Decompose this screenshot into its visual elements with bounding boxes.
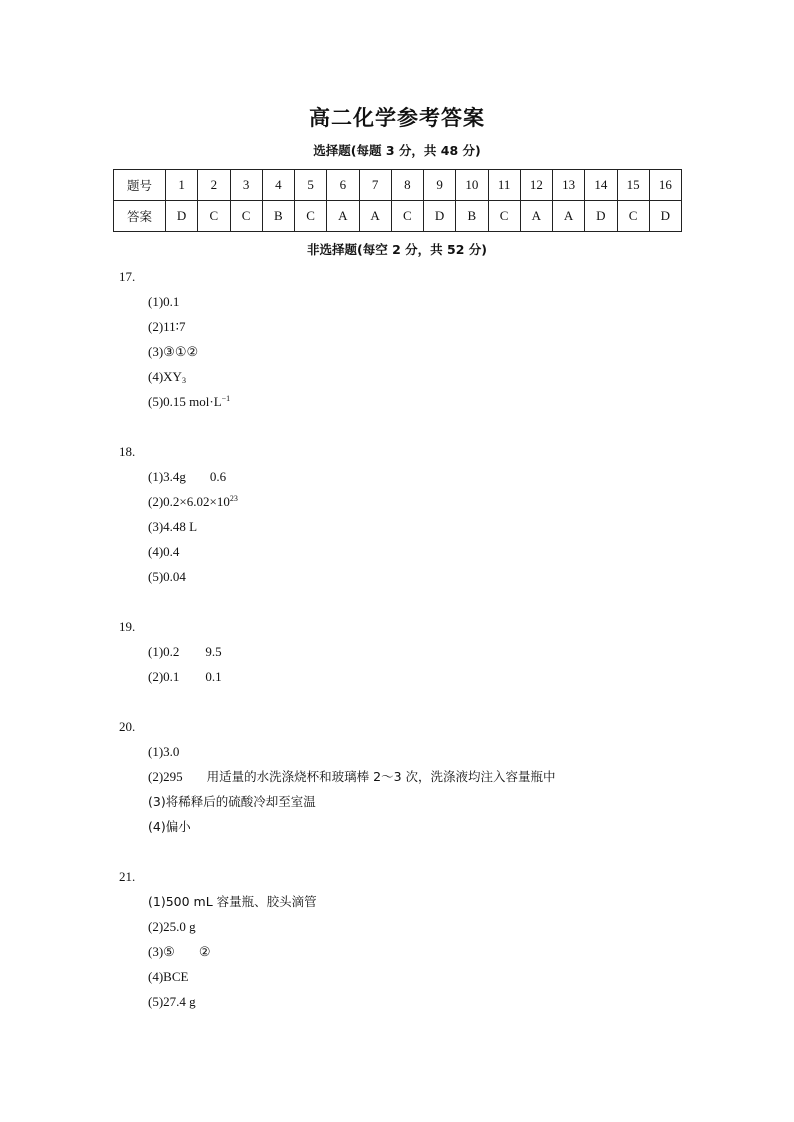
answer-text: (2)295: [148, 769, 183, 784]
question-21: [119, 864, 317, 1014]
answer-line: (2)11∶7: [148, 319, 186, 334]
free-response-section-title: 非选择题(每空 2 分，共 52 分): [307, 242, 487, 257]
answer-line: [148, 764, 556, 789]
answer-text: (1)0.2: [148, 644, 180, 659]
answer-text: 用适量的水洗涤烧杯和玻璃棒 2～3 次，洗涤液均注入容量瓶中: [206, 769, 556, 784]
answer-text: 0.1: [205, 669, 222, 684]
row-label-question-number: 题号: [114, 170, 166, 201]
answer-line: (2)25.0 g: [148, 919, 196, 934]
question-number: 21.: [119, 869, 136, 884]
answer-cell: C: [488, 201, 520, 232]
question-number-cell: 2: [198, 170, 230, 201]
answer-line: [148, 389, 230, 414]
question-number-cell: 16: [649, 170, 681, 201]
question-number: 17.: [119, 269, 136, 284]
row-label-answer: 答案: [114, 201, 166, 232]
question-number-cell: 10: [456, 170, 488, 201]
question-number-cell: 15: [617, 170, 649, 201]
answer-line: (3)4.48 L: [148, 519, 198, 534]
question-number-cell: 7: [359, 170, 391, 201]
answer-text: (5)0.15 mol·L: [148, 394, 222, 409]
answer-cell: A: [553, 201, 585, 232]
answer-text: (3)⑤: [148, 944, 175, 959]
answer-cell: A: [327, 201, 359, 232]
answer-text: (1)3.4g: [148, 469, 186, 484]
question-number-cell: 9: [424, 170, 456, 201]
question-number: 20.: [119, 719, 136, 734]
answer-text: (1)500 mL 容量瓶、胶头滴管: [148, 894, 317, 909]
answer-cell: D: [424, 201, 456, 232]
answer-line: (4)BCE: [148, 969, 189, 984]
answer-cell: B: [456, 201, 488, 232]
question-number-cell: 1: [166, 170, 198, 201]
answer-text: (2)0.1: [148, 669, 180, 684]
page-title: 高二化学参考答案: [309, 106, 485, 130]
answer-cell: A: [359, 201, 391, 232]
question-19: [119, 614, 222, 689]
answer-line: [148, 789, 556, 814]
answer-table: [113, 169, 682, 232]
answer-cell: C: [391, 201, 423, 232]
answer-line: [148, 889, 317, 914]
question-number-cell: 13: [553, 170, 585, 201]
answer-cell: C: [295, 201, 327, 232]
answer-line: (4)0.4: [148, 544, 180, 559]
question-17: [119, 264, 230, 414]
answer-cell: D: [649, 201, 681, 232]
question-20: [119, 714, 556, 839]
answer-line: (3)③①②: [148, 344, 199, 359]
answer-text: ②: [198, 944, 211, 959]
question-number-cell: 5: [295, 170, 327, 201]
answer-text: 0.6: [209, 469, 227, 484]
question-number: 18.: [119, 444, 136, 459]
answer-line: (1)3.0: [148, 744, 180, 759]
question-number-cell: 4: [262, 170, 294, 201]
answer-cell: C: [230, 201, 262, 232]
answer-cell: C: [198, 201, 230, 232]
answer-line: [148, 939, 317, 964]
answer-cell: A: [520, 201, 552, 232]
question-number: 19.: [119, 619, 136, 634]
answer-line: [148, 364, 230, 389]
question-number-row: [114, 170, 682, 201]
superscript: −1: [221, 394, 231, 403]
answer-line: [148, 639, 222, 664]
answer-cell: D: [166, 201, 198, 232]
answer-text: 9.5: [205, 644, 222, 659]
answer-line: [148, 489, 238, 514]
answer-text: (4)XY: [148, 369, 182, 384]
question-18: [119, 439, 238, 589]
question-number-cell: 8: [391, 170, 423, 201]
multiple-choice-section-title: 选择题(每题 3 分，共 48 分): [313, 143, 481, 158]
answer-line: (5)27.4 g: [148, 994, 196, 1009]
answer-line: [148, 814, 556, 839]
question-number-cell: 3: [230, 170, 262, 201]
answer-text: (4)偏小: [148, 819, 191, 834]
answer-line: (5)0.04: [148, 569, 186, 584]
subscript: 3: [181, 376, 186, 385]
answer-text: (3)将稀释后的硫酸冷却至室温: [148, 794, 316, 809]
question-number-cell: 14: [585, 170, 617, 201]
superscript: 23: [229, 494, 238, 503]
answer-line: (1)0.1: [148, 294, 180, 309]
answer-line: [148, 464, 238, 489]
answer-cell: D: [585, 201, 617, 232]
question-number-cell: 6: [327, 170, 359, 201]
answer-cell: C: [617, 201, 649, 232]
answer-line: [148, 664, 222, 689]
question-number-cell: 12: [520, 170, 552, 201]
question-number-cell: 11: [488, 170, 520, 201]
answer-row: [114, 201, 682, 232]
answer-text: (2)0.2×6.02×10: [148, 494, 230, 509]
answer-cell: B: [262, 201, 294, 232]
